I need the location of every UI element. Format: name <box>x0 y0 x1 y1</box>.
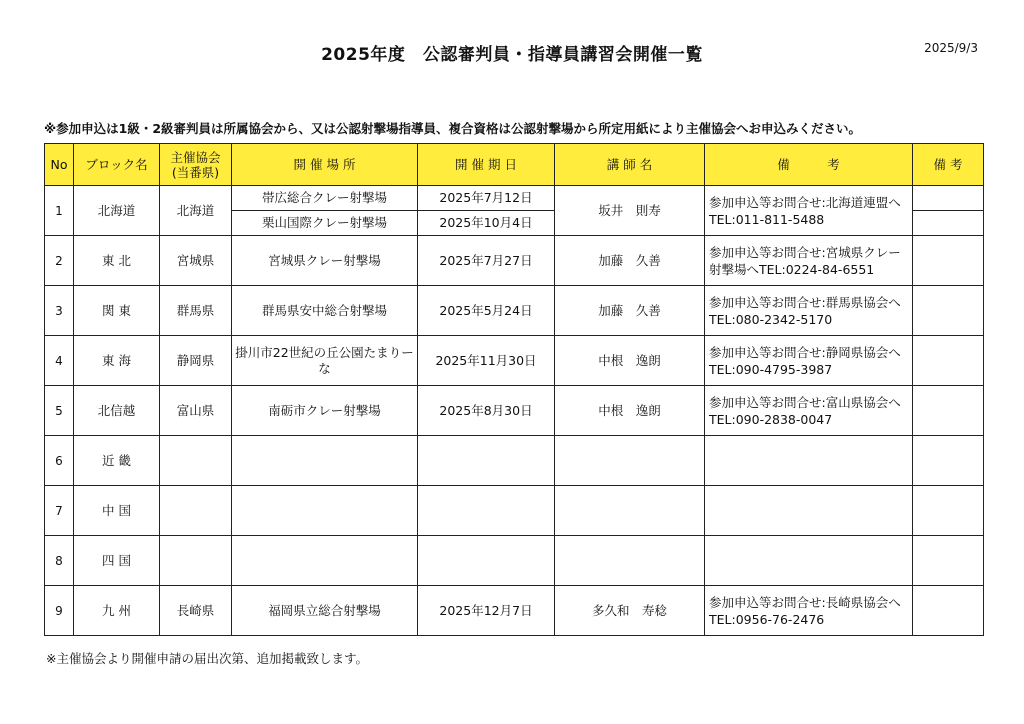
row-venue <box>232 436 418 486</box>
row-venue: 南砺市クレー射撃場 <box>232 386 418 436</box>
row-number: 5 <box>45 386 74 436</box>
row-remarks: 参加申込等お問合せ:長崎県協会へTEL:0956-76-2476 <box>705 586 913 636</box>
row-venue-2: 栗山国際クレー射撃場 <box>232 211 418 236</box>
row-date <box>418 436 555 486</box>
row-host <box>160 536 232 586</box>
application-notice: ※参加申込は1級・2級審判員は所属協会から、又は公認射撃場指導員、複合資格は公認射撃場から所定用紙により主催協会へお申込みください。 <box>44 121 862 136</box>
row-host <box>160 486 232 536</box>
table-row <box>45 186 984 211</box>
row-remarks-2 <box>913 486 984 536</box>
row-host: 富山県 <box>160 386 232 436</box>
row-venue <box>232 486 418 536</box>
row-block: 中 国 <box>74 486 160 536</box>
row-block: 東 北 <box>74 236 160 286</box>
row-date-2: 2025年10月4日 <box>418 211 555 236</box>
row-lecturer <box>555 486 705 536</box>
row-remarks <box>705 486 913 536</box>
row-remarks: 参加申込等お問合せ:富山県協会へTEL:090-2838-0047 <box>705 386 913 436</box>
row-remarks-2 <box>913 186 984 211</box>
column-header-period: 開 催 期 日 <box>418 144 555 186</box>
column-header-host-line2: (当番県) <box>171 164 220 180</box>
column-header-lecturer: 講 師 名 <box>555 144 705 186</box>
column-header-remarks: 備 考 <box>705 144 913 186</box>
row-remarks-2 <box>913 436 984 486</box>
page-title: 2025年度 公認審判員・指導員講習会開催一覧 <box>321 45 703 65</box>
column-header-venue: 開 催 場 所 <box>232 144 418 186</box>
column-header-remarks-2: 備 考 <box>913 144 984 186</box>
table-row <box>45 286 984 336</box>
row-date: 2025年7月12日 <box>418 186 555 211</box>
table-row <box>45 236 984 286</box>
row-remarks <box>705 536 913 586</box>
row-date <box>418 536 555 586</box>
row-block: 東 海 <box>74 336 160 386</box>
row-host <box>160 436 232 486</box>
row-host: 群馬県 <box>160 286 232 336</box>
row-number: 3 <box>45 286 74 336</box>
row-lecturer <box>555 436 705 486</box>
row-lecturer: 中根 逸朗 <box>555 336 705 386</box>
row-number: 4 <box>45 336 74 386</box>
column-header-block: ブロック名 <box>74 144 160 186</box>
row-block: 近 畿 <box>74 436 160 486</box>
row-date: 2025年11月30日 <box>418 336 555 386</box>
row-lecturer: 坂井 則寿 <box>555 186 705 236</box>
column-header-host <box>160 144 232 186</box>
column-header-host-line1: 主催協会 <box>170 149 221 165</box>
row-remarks-2 <box>913 236 984 286</box>
table-row <box>45 386 984 436</box>
row-number: 1 <box>45 186 74 236</box>
row-lecturer <box>555 536 705 586</box>
table-row <box>45 536 984 586</box>
row-host: 静岡県 <box>160 336 232 386</box>
row-date: 2025年7月27日 <box>418 236 555 286</box>
row-number: 6 <box>45 436 74 486</box>
document-date: 2025/9/3 <box>924 41 978 55</box>
row-remarks-2b <box>913 211 984 236</box>
row-block: 九 州 <box>74 586 160 636</box>
row-date: 2025年8月30日 <box>418 386 555 436</box>
row-block: 北海道 <box>74 186 160 236</box>
table-row <box>45 586 984 636</box>
table-row <box>45 336 984 386</box>
row-date: 2025年12月7日 <box>418 586 555 636</box>
row-lecturer: 多久和 寿稔 <box>555 586 705 636</box>
row-date: 2025年5月24日 <box>418 286 555 336</box>
row-remarks-2 <box>913 386 984 436</box>
row-host: 長崎県 <box>160 586 232 636</box>
row-venue: 宮城県クレー射撃場 <box>232 236 418 286</box>
row-remarks: 参加申込等お問合せ:北海道連盟へTEL:011-811-5488 <box>705 186 913 236</box>
row-number: 2 <box>45 236 74 286</box>
column-header-no: No <box>45 144 74 186</box>
row-remarks: 参加申込等お問合せ:静岡県協会へTEL:090-4795-3987 <box>705 336 913 386</box>
row-remarks-2 <box>913 536 984 586</box>
seminar-schedule-table <box>44 143 984 636</box>
table-header-row <box>45 144 984 186</box>
table-row <box>45 486 984 536</box>
row-number: 9 <box>45 586 74 636</box>
row-block: 四 国 <box>74 536 160 586</box>
row-remarks-2 <box>913 586 984 636</box>
row-host: 宮城県 <box>160 236 232 286</box>
row-date <box>418 486 555 536</box>
row-venue: 掛川市22世紀の丘公園たまりーな <box>232 336 418 386</box>
row-number: 8 <box>45 536 74 586</box>
row-remarks <box>705 436 913 486</box>
footer-note: ※主催協会より開催申請の届出次第、追加掲載致します。 <box>46 651 368 666</box>
row-remarks-2 <box>913 286 984 336</box>
row-lecturer: 加藤 久善 <box>555 236 705 286</box>
row-venue: 福岡県立総合射撃場 <box>232 586 418 636</box>
row-host: 北海道 <box>160 186 232 236</box>
row-lecturer: 中根 逸朗 <box>555 386 705 436</box>
table-row <box>45 436 984 486</box>
row-block: 北信越 <box>74 386 160 436</box>
row-remarks: 参加申込等お問合せ:宮城県クレー射撃場へTEL:0224-84-6551 <box>705 236 913 286</box>
row-lecturer: 加藤 久善 <box>555 286 705 336</box>
row-block: 関 東 <box>74 286 160 336</box>
row-venue: 帯広総合クレー射撃場 <box>232 186 418 211</box>
row-remarks-2 <box>913 336 984 386</box>
row-venue <box>232 536 418 586</box>
row-venue: 群馬県安中総合射撃場 <box>232 286 418 336</box>
row-remarks: 参加申込等お問合せ:群馬県協会へTEL:080-2342-5170 <box>705 286 913 336</box>
row-number: 7 <box>45 486 74 536</box>
